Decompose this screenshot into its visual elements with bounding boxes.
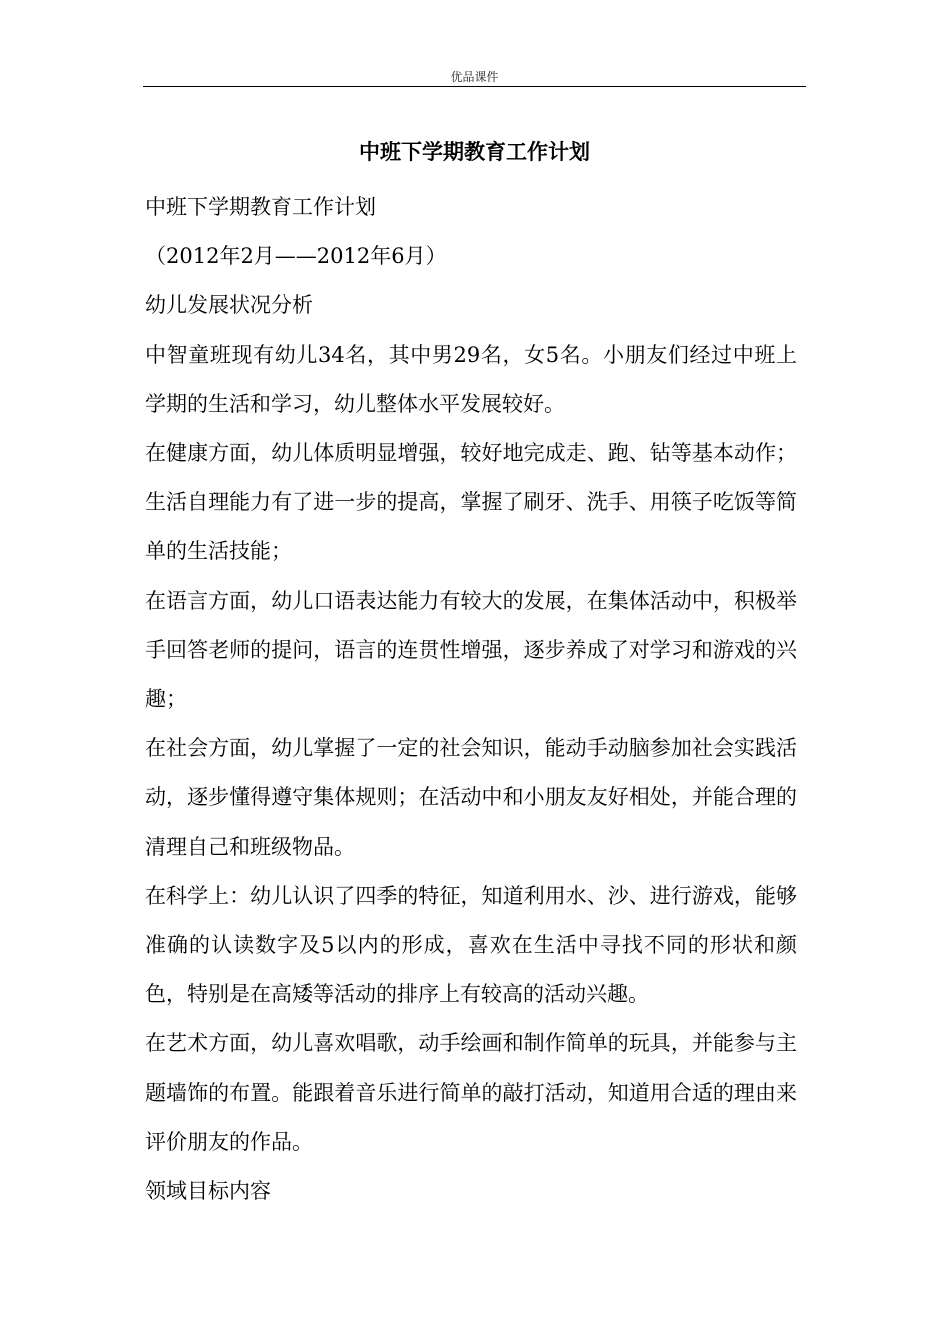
page-header bbox=[143, 66, 806, 87]
paragraph-language: 在语言方面，幼儿口语表达能力有较大的发展，在集体活动中，积极举手回答老师的提问，语言的连贯性增强，逐步养成了对学习和游戏的兴趣； bbox=[145, 588, 797, 712]
paragraph-science: 在科学上：幼儿认识了四季的特征，知道利用水、沙、进行游戏，能够准确的认读数字及5以内的形成，喜欢在生活中寻找不同的形状和颜色，特别是在高矮等活动的排序上有较高的活动兴趣。 bbox=[145, 883, 797, 1007]
paragraph-domain-goals: 领域目标内容 bbox=[145, 1179, 271, 1204]
paragraph-date-range: （2012年2月——2012年6月） bbox=[145, 244, 447, 269]
paragraph-subtitle: 中班下学期教育工作计划 bbox=[145, 195, 376, 219]
paragraph-health: 在健康方面，幼儿体质明显增强，较好地完成走、跑、钻等基本动作；生活自理能力有了进一步的提高，掌握了刷牙、洗手、用筷子吃饭等简单的生活技能； bbox=[145, 441, 797, 564]
paragraph-class-overview: 中智童班现有幼儿34名，其中男29名，女5名。小朋友们经过中班上学期的生活和学习，幼儿整体水平发展较好。 bbox=[145, 342, 797, 416]
paragraph-art: 在艺术方面，幼儿喜欢唱歌，动手绘画和制作简单的玩具，并能参与主题墙饰的布置。能跟着音乐进行简单的敲打活动，知道用合适的理由来评价朋友的作品。 bbox=[145, 1031, 797, 1154]
header-text: 优品课件 bbox=[450, 70, 499, 84]
document-body bbox=[145, 183, 797, 1216]
paragraph-section-heading: 幼儿发展状况分析 bbox=[145, 293, 313, 318]
paragraph-social: 在社会方面，幼儿掌握了一定的社会知识，能动手动脑参加社会实践活动，逐步懂得遵守集体规则；在活动中和小朋友友好相处，并能合理的清理自己和班级物品。 bbox=[145, 736, 797, 859]
document-title: 中班下学期教育工作计划 bbox=[359, 139, 590, 164]
